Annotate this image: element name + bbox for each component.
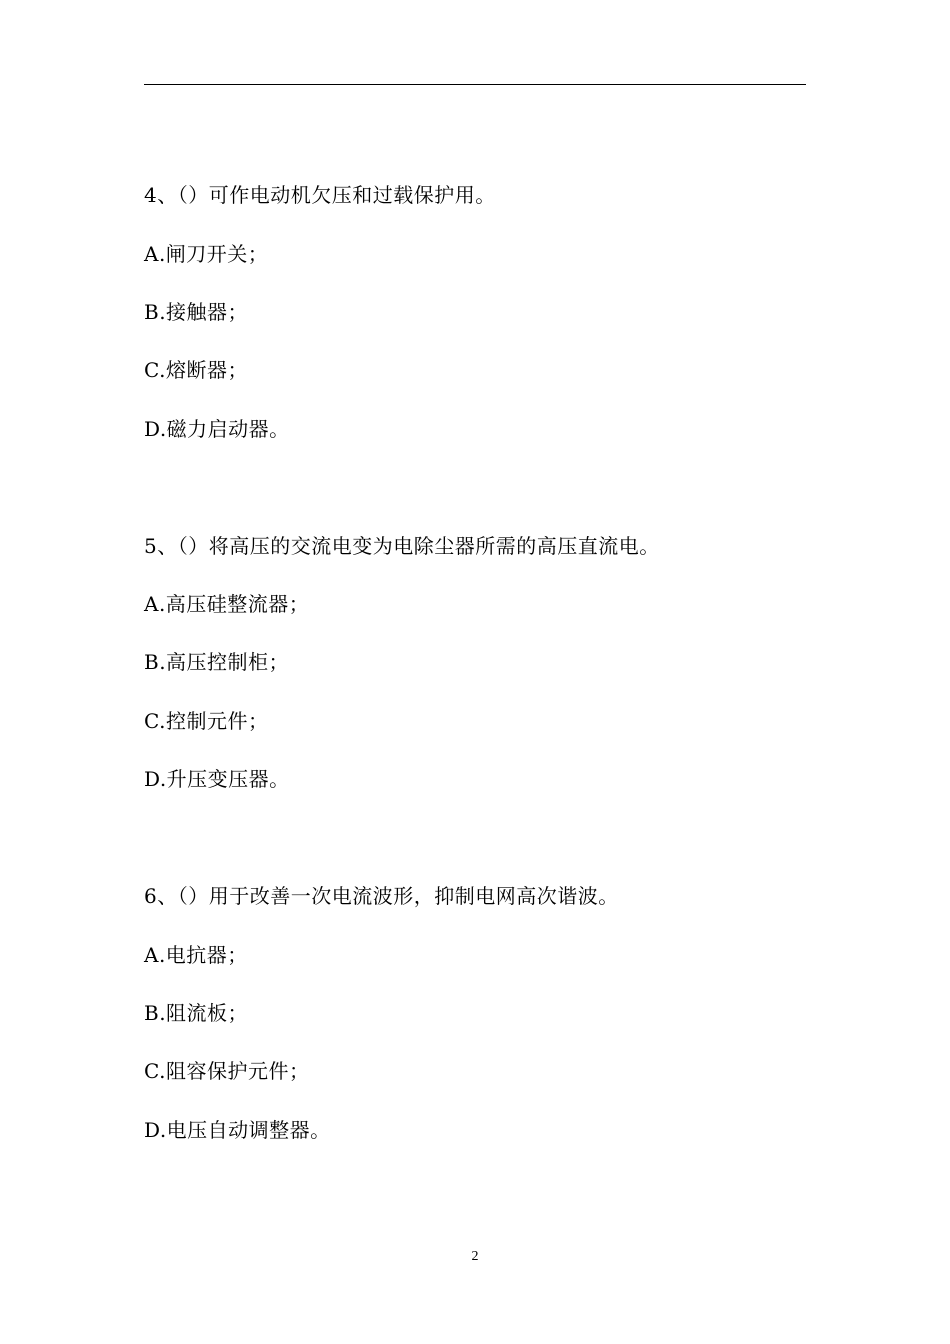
question-6-option-b: B.阻流板； xyxy=(144,1001,249,1025)
question-4-option-a: A.闸刀开关； xyxy=(144,242,269,266)
question-6-option-d: D.电压自动调整器。 xyxy=(144,1118,331,1142)
question-5-stem: 5、（）将高压的交流电变为电除尘器所需的高压直流电。 xyxy=(144,534,660,558)
question-4-option-d: D.磁力启动器。 xyxy=(144,417,290,441)
question-5-option-c: C.控制元件； xyxy=(144,709,269,733)
question-4-option-c: C.熔断器； xyxy=(144,358,248,382)
question-4-option-b: B.接触器； xyxy=(144,300,249,324)
question-6-option-c: C.阻容保护元件； xyxy=(144,1059,310,1083)
header-rule xyxy=(144,84,806,85)
question-5-option-a: A.高压硅整流器； xyxy=(144,592,310,616)
question-5-option-d: D.升压变压器。 xyxy=(144,767,290,791)
question-6-option-a: A.电抗器； xyxy=(144,943,248,967)
question-6-stem: 6、（）用于改善一次电流波形，抑制电网高次谐波。 xyxy=(144,884,619,908)
page-number: 2 xyxy=(471,1249,479,1264)
question-4-stem: 4、（）可作电动机欠压和过载保护用。 xyxy=(144,183,496,207)
question-5-option-b: B.高压控制柜； xyxy=(144,650,290,674)
